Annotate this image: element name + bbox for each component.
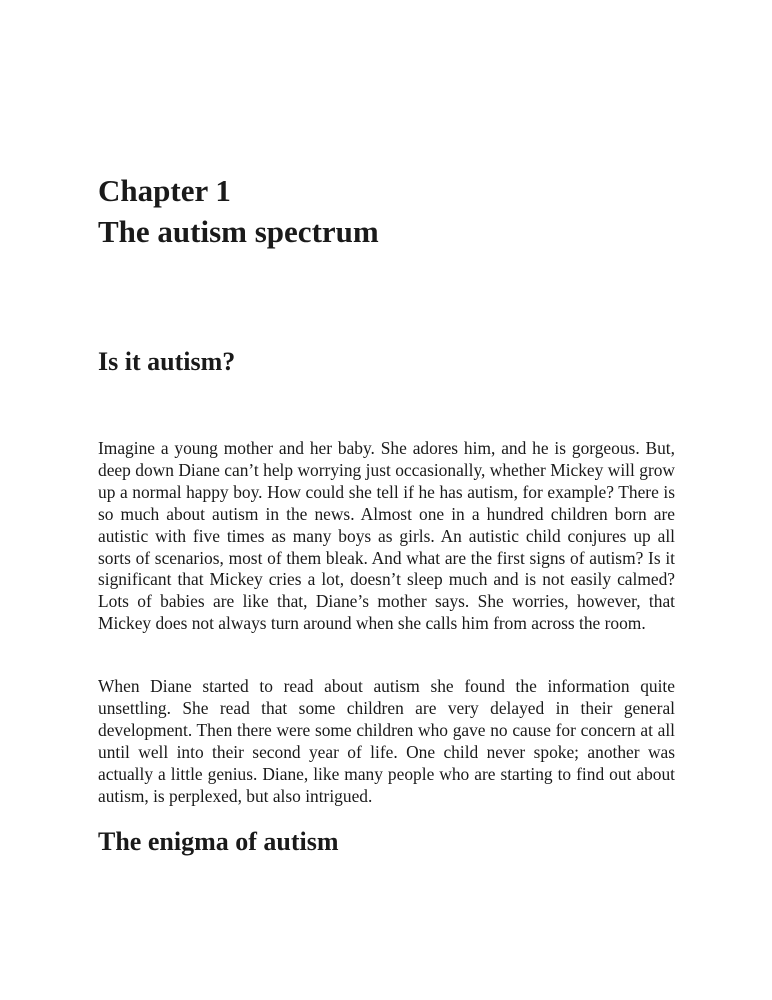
- body-paragraph-2: When Diane started to read about autism she found the information quite unsettling. She read that some children are very delayed in their general development. Then there were some children who gave no cause for concern at all until well into their second year of life. One child never spoke; another was actually a little genius. Diane, like many people who are starting to find out about autism, is perplexed, but also intrigued.: [98, 676, 675, 806]
- chapter-number: Chapter 1: [98, 173, 231, 208]
- section-heading-enigma-of-autism: The enigma of autism: [98, 827, 339, 856]
- section-heading-is-it-autism: Is it autism?: [98, 347, 236, 376]
- chapter-title: The autism spectrum: [98, 214, 379, 249]
- chapter-heading: [98, 170, 698, 252]
- body-paragraph-1: Imagine a young mother and her baby. She adores him, and he is gorgeous. But, deep down Diane can’t help worrying just occasionally, whether Mickey will grow up a normal happy boy. How could she tell if he has autism, for example? There is so much about autism in the news. Almost one in a hundred children born are autistic with five times as many boys as girls. An autistic child conjures up all sorts of scenarios, most of them bleak. And what are the first signs of autism? Is it significant that Mickey cries a lot, doesn’t sleep much and is not easily calmed? Lots of babies are like that, Diane’s mother says. She worries, however, that Mickey does not always turn around when she calls him from across the room.: [98, 438, 675, 634]
